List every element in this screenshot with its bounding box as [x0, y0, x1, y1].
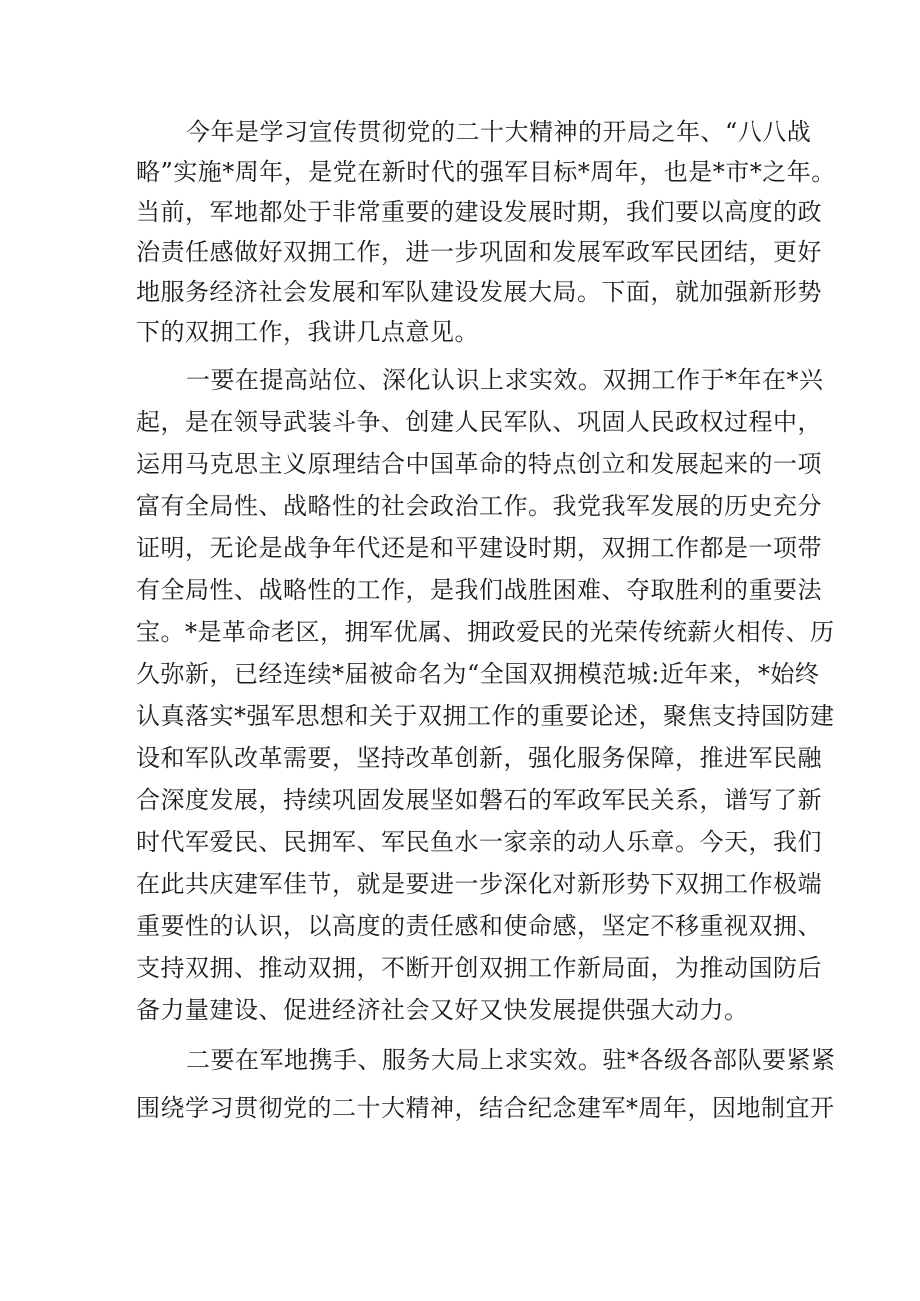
paragraph-3-line-2: 围绕学习贯彻党的二十大精神，结合纪念建军*周年，因地制宜开: [136, 1094, 835, 1122]
paragraph-3-line-1: 二要在军地携手、服务大局上求实效。驻*各级各部队要紧紧: [186, 1046, 836, 1074]
paragraph-2-line-3: 运用马克思主义原理结合中国革命的特点创立和发展起来的一项: [136, 450, 822, 478]
paragraph-1-line-2: 略”实施*周年，是党在新时代的强军目标*周年，也是*市*之年。: [136, 158, 836, 186]
paragraph-2-line-7: 宝。*是革命老区，拥军优属、拥政爱民的光荣传统薪火相传、历: [136, 618, 835, 646]
paragraph-1-line-3: 当前，军地都处于非常重要的建设发展时期，我们要以高度的政: [136, 198, 822, 226]
paragraph-2-line-2: 起，是在领导武装斗争、创建人民军队、巩固人民政权过程中，: [136, 408, 822, 436]
paragraph-2-line-9: 认真落实*强军思想和关于双拥工作的重要论述，聚焦支持国防建: [136, 702, 835, 730]
paragraph-2-line-6: 有全局性、战略性的工作，是我们战胜困难、夺取胜利的重要法: [136, 576, 822, 604]
paragraph-2-line-8: 久弥新，已经连续*届被命名为“全国双拥模范城:近年来，*始终: [136, 660, 820, 688]
paragraph-1-line-5: 地服务经济社会发展和军队建设发展大局。下面，就加强新形势: [136, 278, 822, 306]
paragraph-2-line-11: 合深度发展，持续巩固发展坚如磐石的军政军民关系，谱写了新: [136, 786, 822, 814]
paragraph-2-line-4: 富有全局性、战略性的社会政治工作。我党我军发展的历史充分: [136, 492, 822, 520]
paragraph-1-line-6: 下的双拥工作，我讲几点意见。: [136, 318, 479, 346]
paragraph-2-line-14: 重要性的认识，以高度的责任感和使命感，坚定不移重视双拥、: [136, 912, 822, 940]
paragraph-2-line-10: 设和军队改革需要，坚持改革创新，强化服务保障，推进军民融: [136, 744, 822, 772]
paragraph-2-line-12: 时代军爱民、民拥军、军民鱼水一家亲的动人乐章。今天，我们: [136, 828, 822, 856]
paragraph-2-line-13: 在此共庆建军佳节，就是要进一步深化对新形势下双拥工作极端: [136, 870, 822, 898]
paragraph-2-line-5: 证明，无论是战争年代还是和平建设时期，双拥工作都是一项带: [136, 534, 822, 562]
paragraph-2-line-15: 支持双拥、推动双拥，不断开创双拥工作新局面，为推动国防后: [136, 954, 822, 982]
paragraph-1-line-4: 治责任感做好双拥工作，进一步巩固和发展军政军民团结，更好: [136, 238, 822, 266]
paragraph-2-line-16: 备力量建设、促进经济社会又好又快发展提供强大动力。: [136, 996, 749, 1024]
paragraph-1-line-1: 今年是学习宣传贯彻党的二十大精神的开局之年、“八八战: [186, 118, 812, 146]
paragraph-2-line-1: 一要在提高站位、深化认识上求实效。双拥工作于*年在*兴: [186, 366, 824, 394]
